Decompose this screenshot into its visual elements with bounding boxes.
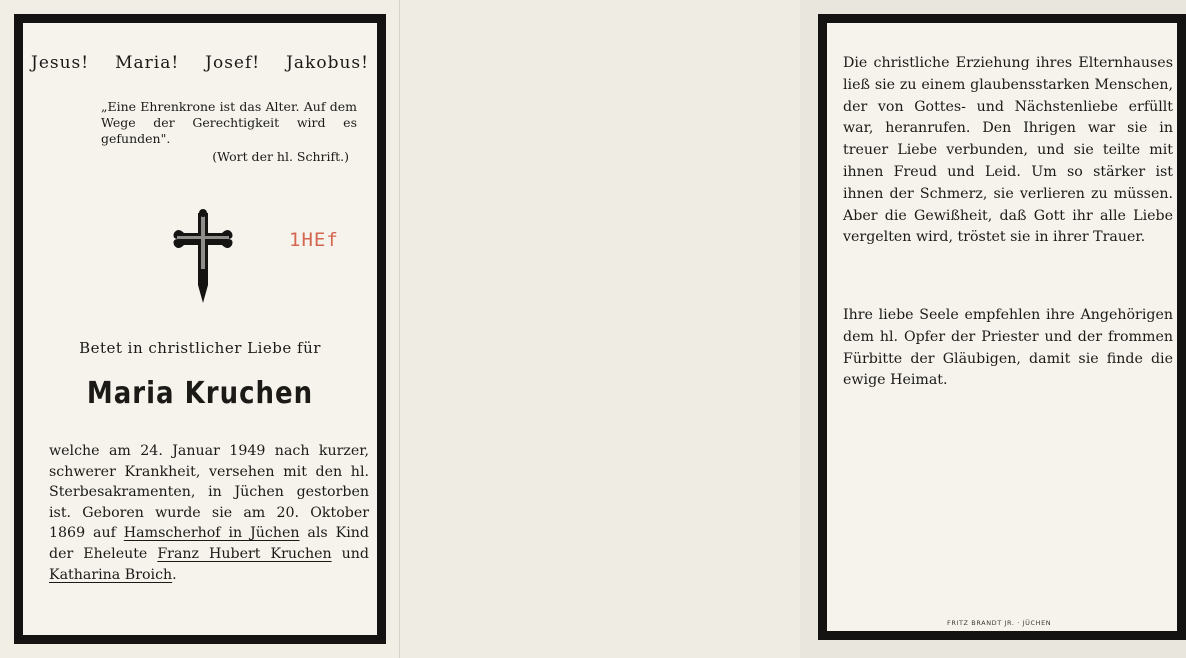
quote-source: (Wort der hl. Schrift.) bbox=[212, 149, 349, 164]
right-mourning-frame bbox=[818, 14, 1186, 640]
right-page bbox=[400, 0, 1173, 658]
obituary-paragraph-1: Die christliche Erziehung ihres Elternhauses ließ sie zu einem glaubensstarken Menschen, der von Gottes- und Nächstenliebe erfüllt war, heranrufen. Den Ihrigen war sie in treuer Liebe verbunden, und sie teilte mit ihnen Freud und Leid. Um so stärker ist ihnen der Schmerz, sie verlieren zu müssen. Aber die Gewißheit, daß Gott ihr alle Liebe vergelten wird, tröstet sie in ihrer Trauer. bbox=[843, 55, 1173, 246]
bio-text: und bbox=[331, 545, 369, 562]
printer-imprint: FRITZ BRANDT JR. · JÜCHEN bbox=[947, 619, 1052, 627]
prayer-line: Betet in christlicher Liebe für bbox=[79, 339, 321, 357]
mother-name: Katharina Broich bbox=[49, 566, 173, 583]
bio-text: als Kind der Eheleute bbox=[49, 525, 369, 562]
invocation-word: Jakobus! bbox=[286, 53, 369, 73]
cross-icon bbox=[171, 209, 235, 305]
father-name: Franz Hubert Kruchen bbox=[157, 545, 332, 562]
bio-text: welche am 24. Januar 1949 nach kurzer, schwerer Krankheit, versehen mit den hl. Sterbesakramenten, in Jüchen gestorben ist. Geboren wurde sie am 20. Oktober 1869 auf bbox=[49, 443, 369, 542]
bio-text: . bbox=[172, 566, 177, 583]
invocation-word: Josef! bbox=[205, 53, 261, 73]
obituary-paragraph-2: Ihre liebe Seele empfehlen ihre Angehörigen dem hl. Opfer der Priester und der frommen Fürbitte der Gläubigen, damit sie finde die ewige Heimat. bbox=[843, 307, 1173, 389]
left-mourning-frame bbox=[14, 14, 386, 644]
invocation-word: Jesus! bbox=[31, 53, 90, 73]
biography-text bbox=[49, 441, 369, 585]
invocation-heading bbox=[31, 53, 369, 73]
birthplace: Hamscherhof in Jüchen bbox=[123, 525, 300, 542]
red-stamp: 1HEf bbox=[289, 229, 339, 251]
left-page bbox=[0, 0, 400, 658]
deceased-name: Maria Kruchen bbox=[86, 376, 314, 412]
scripture-quote: „Eine Ehrenkrone ist das Alter. Auf dem Wege der Gerechtigkeit wird es gefunden". bbox=[101, 99, 357, 146]
invocation-word: Maria! bbox=[115, 53, 180, 73]
